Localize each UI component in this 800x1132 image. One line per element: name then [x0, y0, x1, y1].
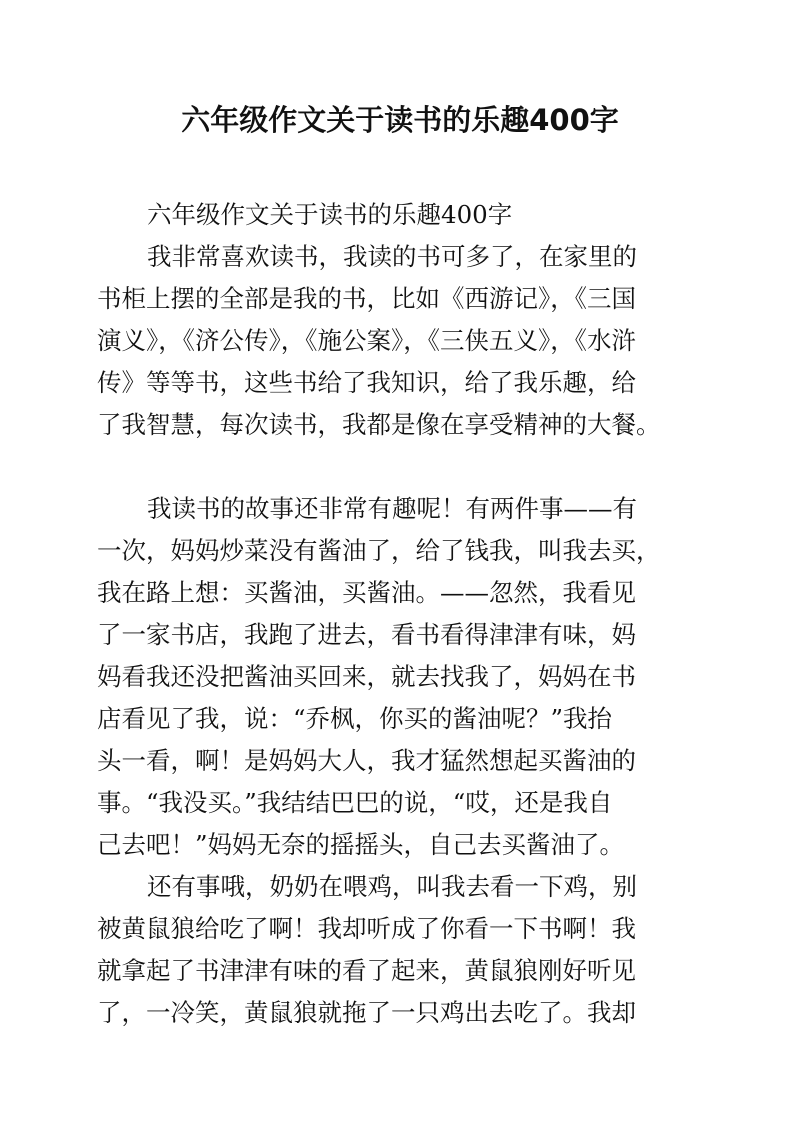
document-body	[97, 194, 717, 1034]
paragraph-2	[97, 488, 717, 866]
text-line: 了一家书店，我跑了进去，看书看得津津有味，妈	[97, 620, 636, 649]
text-line: 还有事哦，奶奶在喂鸡，叫我去看一下鸡，别	[147, 872, 637, 901]
paragraph-3	[97, 866, 717, 1034]
text-line: 就拿起了书津津有味的看了起来，黄鼠狼刚好听见	[97, 956, 636, 985]
text-line: 我在路上想：买酱油，买酱油。——忽然，我看见	[97, 578, 636, 607]
subtitle: 六年级作文关于读书的乐趣400字	[147, 200, 513, 229]
text-line: 传》等等书，这些书给了我知识，给了我乐趣，给	[97, 368, 636, 397]
text-line: 妈看我还没把酱油买回来，就去找我了，妈妈在书	[97, 662, 636, 691]
text-line: 了我智慧，每次读书，我都是像在享受精神的大餐。	[97, 410, 661, 439]
text-line: 己去吧！”妈妈无奈的摇摇头，自己去买酱油了。	[97, 830, 625, 859]
text-line: 事。“我没买。”我结结巴巴的说，“哎，还是我自	[97, 788, 613, 817]
paragraph-1	[97, 236, 717, 446]
document-title: 六年级作文关于读书的乐趣400字	[181, 103, 619, 137]
text-line: 了，一冷笑，黄鼠狼就拖了一只鸡出去吃了。我却	[97, 998, 636, 1027]
blank-line	[97, 446, 717, 488]
text-line: 一次，妈妈炒菜没有酱油了，给了钱我，叫我去买，	[97, 536, 661, 565]
text-line: 书柜上摆的全部是我的书，比如《西游记》，《三国	[97, 284, 636, 313]
text-line: 我非常喜欢读书，我读的书可多了，在家里的	[147, 242, 637, 271]
text-line: 被黄鼠狼给吃了啊！我却听成了你看一下书啊！我	[97, 914, 636, 943]
text-line: 我读书的故事还非常有趣呢！有两件事——有	[147, 494, 637, 523]
text-line: 店看见了我，说：“乔枫，你买的酱油呢？”我抬	[97, 704, 613, 733]
text-line: 演义》，《济公传》，《施公案》，《三侠五义》，《水浒	[97, 326, 636, 355]
text-line: 头一看，啊！是妈妈大人，我才猛然想起买酱油的	[97, 746, 636, 775]
